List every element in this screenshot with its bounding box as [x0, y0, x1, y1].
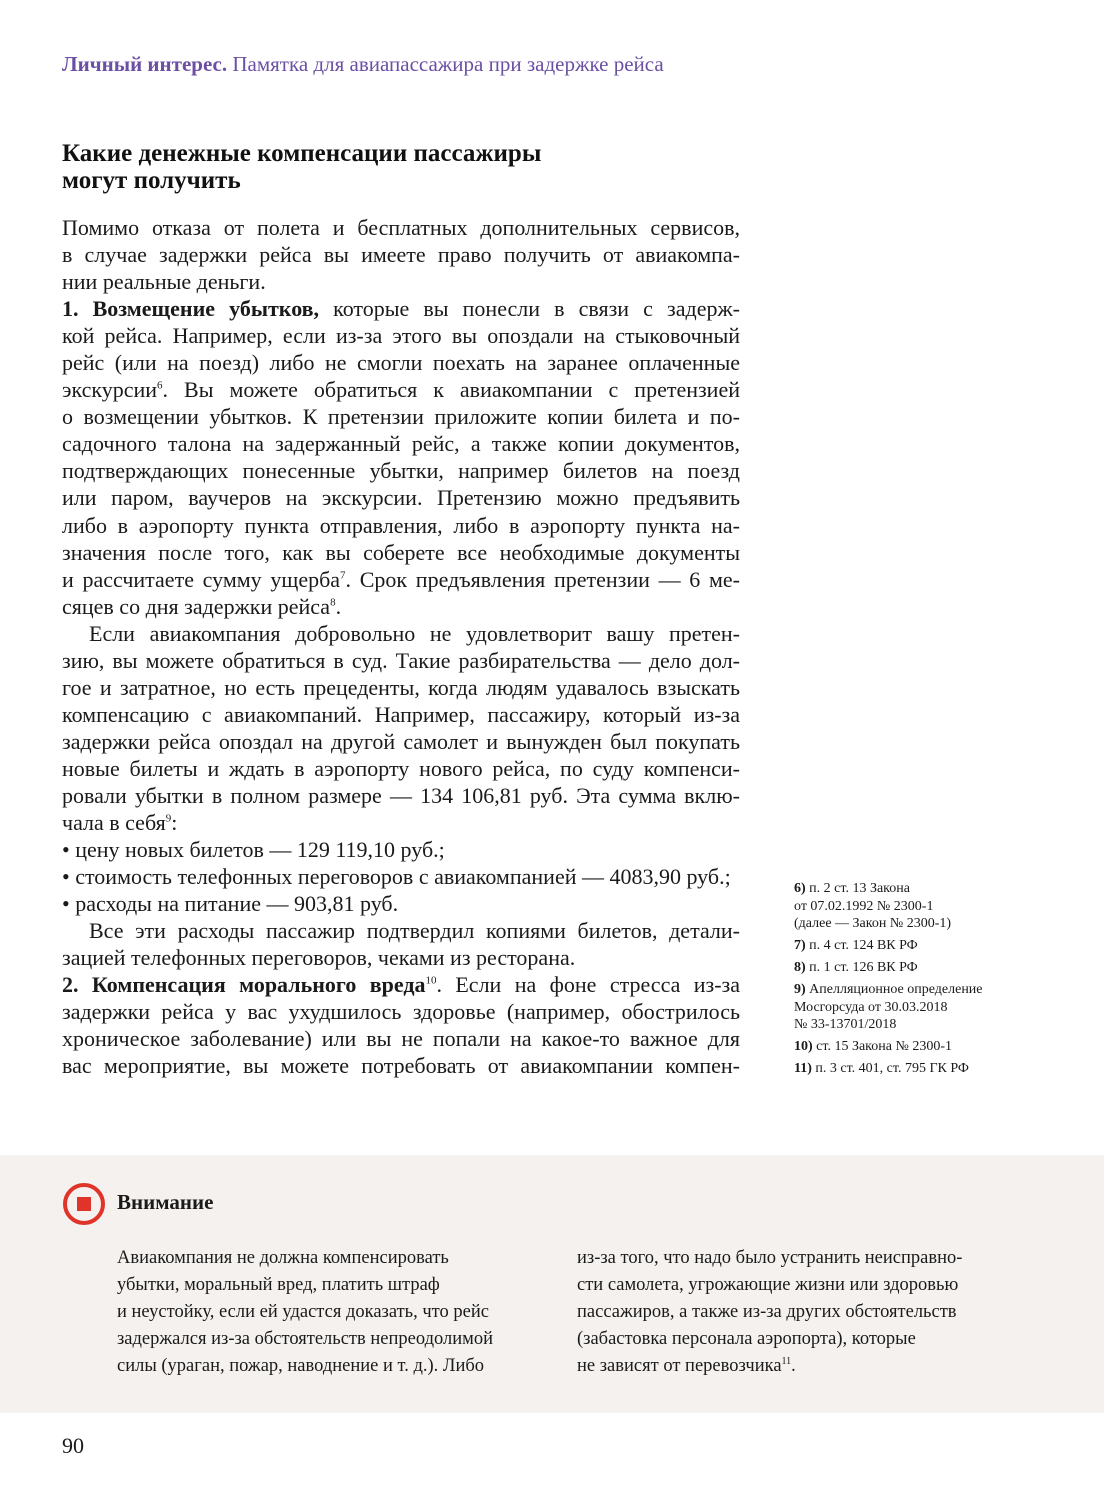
line-text: которые вы понесли в связи с задерж-: [319, 296, 740, 322]
line-text: Все эти расходы пассажир подтвердил копиями билетов, детали-: [89, 918, 740, 944]
attention-text-left: [117, 1245, 493, 1380]
line-text: гое и затратное, но есть прецеденты, когда людям удавалось взыскать: [62, 674, 740, 700]
footnote-text: Апелляционное определение: [805, 982, 983, 997]
line-text: :: [171, 810, 178, 836]
body-line: [62, 1052, 740, 1079]
body-text: [62, 214, 740, 1080]
attention-line: (забастовка персонала аэропорта), которые: [577, 1329, 916, 1349]
footnote: [794, 937, 1054, 955]
body-line: [62, 322, 740, 349]
body-line: [62, 917, 740, 944]
line-text: зацией телефонных переговоров, чеками из ресторана.: [62, 945, 576, 971]
line-text: чала в себя: [62, 810, 166, 836]
body-line: [62, 863, 740, 890]
footnote-ref: 11: [781, 1355, 792, 1367]
footnote-ref: 10: [425, 974, 437, 987]
line-text: подтверждающих понесенные убытки, например билетов на поезд: [62, 458, 740, 484]
body-line: [62, 295, 740, 322]
footnote-ref: 6: [157, 379, 163, 392]
heading-line: Какие денежные компенсации пассажиры: [62, 140, 542, 167]
line-text: . Если на фоне стресса из-за: [436, 972, 741, 998]
body-line: [62, 755, 740, 782]
body-line: [62, 674, 740, 701]
line-text: Если авиакомпания добровольно не удовлетворит вашу претен-: [89, 620, 740, 646]
line-text: рейс (или на поезд) либо не смогли поехать на заранее оплаченные: [62, 350, 740, 376]
footnote: [794, 981, 1054, 1034]
body-line: [62, 836, 740, 863]
body-line: [62, 593, 740, 620]
footnote: [794, 1038, 1054, 1056]
line-text: вас мероприятие, вы можете потребовать от авиакомпании компен-: [62, 1053, 740, 1079]
line-text: кой рейса. Например, если из-за этого вы опоздали на стыковочный: [62, 323, 740, 349]
attention-line: и неустойку, если ей удастся доказать, что рейс: [117, 1302, 489, 1322]
footnote-number: 9): [794, 982, 806, 997]
body-line: [62, 457, 740, 484]
line-text: . Срок предъявления претензии — 6 ме-: [345, 566, 740, 592]
line-text: в случае задержки рейса вы имеете право получить от авиакомпа-: [62, 242, 740, 268]
line-text: задержки рейса опоздал на другой самолет и вынужден был покупать: [62, 728, 740, 754]
footnote-text: п. 4 ст. 124 ВК РФ: [805, 938, 918, 953]
line-text: Помимо отказа от полета и бесплатных дополнительных сервисов,: [62, 215, 740, 240]
attention-line: убытки, моральный вред, платить штраф: [117, 1275, 440, 1295]
attention-line: из-за того, что надо было устранить неисправно-: [577, 1248, 963, 1268]
footnote-ref: 7: [340, 569, 346, 582]
body-line: [62, 403, 740, 430]
bold-term: 2. Компенсация морального вреда: [62, 972, 426, 998]
attention-line: сти самолета, угрожающие жизни или здоровью: [577, 1275, 959, 1295]
running-head-section: Личный интерес.: [62, 52, 228, 76]
body-line: [62, 728, 740, 755]
body-line: [62, 539, 740, 566]
footnote-text: п. 2 ст. 13 Закона: [805, 881, 910, 896]
footnote-text: п. 1 ст. 126 ВК РФ: [805, 960, 918, 975]
footnote-text: от 07.02.1992 № 2300-1: [794, 898, 934, 914]
line-text: либо в аэропорту пункта отправления, либо в аэропорту пункта на-: [62, 512, 740, 538]
body-line: [62, 620, 740, 647]
stop-icon: [63, 1183, 105, 1225]
footnote-text: ст. 15 Закона № 2300-1: [812, 1039, 952, 1054]
line-text: значения после того, как вы соберете все необходимые документы: [62, 539, 740, 565]
body-line: [62, 647, 740, 674]
footnote: [794, 1060, 1054, 1078]
body-line: [62, 512, 740, 539]
line-text: новые билеты и ждать в аэропорту нового рейса, по суду компенси-: [62, 755, 740, 781]
footnote-text: Мосгорсуда от 30.03.2018: [794, 999, 948, 1015]
footnote-number: 6): [794, 881, 806, 896]
footnotes: [794, 880, 1054, 1082]
bold-term: 1. Возмещение убытков,: [62, 296, 320, 322]
footnote-number: 10): [794, 1039, 813, 1054]
attention-title: Внимание: [117, 1190, 214, 1214]
line-text: .: [791, 1356, 796, 1376]
body-line: [62, 430, 740, 457]
line-text: • стоимость телефонных переговоров с авиакомпанией — 4083,90 руб.;: [62, 864, 731, 890]
line-text: или паром, ваучеров на экскурсии. Претензию можно предъявить: [62, 485, 740, 511]
body-line: [62, 1025, 740, 1052]
footnote-ref: 9: [165, 812, 172, 825]
line-text: сяцев со дня задержки рейса: [62, 593, 331, 619]
footnote-number: 11): [794, 1061, 812, 1076]
line-text: • расходы на питание — 903,81 руб.: [62, 891, 399, 917]
line-text: экскурсии: [62, 377, 158, 403]
body-line: [62, 376, 740, 403]
attention-line: задержался из-за обстоятельств непреодолимой: [117, 1329, 493, 1349]
footnote: [794, 959, 1054, 977]
body-line: [62, 944, 740, 971]
body-line: [62, 268, 740, 295]
body-line: [62, 484, 740, 511]
body-line: [62, 782, 740, 809]
line-text: задержки рейса у вас ухудшилось здоровье (например, обострилось: [62, 999, 740, 1025]
footnote: [794, 880, 1054, 933]
footnote-number: 8): [794, 960, 806, 975]
attention-text-right: [577, 1245, 962, 1380]
line-text: компенсацию с авиакомпаний. Например, пассажиру, который из-за: [62, 701, 740, 727]
line-text: нии реальные деньги.: [62, 269, 266, 295]
body-line: [62, 349, 740, 376]
body-line: [62, 890, 740, 917]
heading-line: могут получить: [62, 167, 241, 194]
body-line: [62, 998, 740, 1025]
section-heading: [62, 140, 541, 194]
body-line: [62, 809, 740, 836]
body-line: [62, 214, 740, 241]
attention-line: не зависят от перевозчика$^{11}$.: [577, 1355, 796, 1376]
body-line: [62, 701, 740, 728]
attention-line: силы (ураган, пожар, наводнение и т. д.). Либо: [117, 1356, 485, 1376]
line-text: хроническое заболевание) или вы не попали на какое-то важное для: [62, 1026, 740, 1052]
body-line: [62, 241, 740, 268]
footnote-ref: 8: [330, 596, 336, 609]
footnote-text: п. 3 ст. 401, ст. 795 ГК РФ: [811, 1061, 969, 1076]
attention-line: Авиакомпания не должна компенсировать: [117, 1248, 449, 1268]
running-head-title: Памятка для авиапассажира при задержке рейса: [227, 52, 664, 76]
line-text: зию, вы можете обратиться в суд. Такие разбирательства — дело дол-: [62, 647, 740, 673]
line-text: ровали убытки в полном размере — 134 106,81 руб. Эта сумма вклю-: [62, 782, 740, 808]
footnote-number: 7): [794, 938, 806, 953]
footnote-text: № 33-13701/2018: [794, 1017, 897, 1032]
page-number: 90: [62, 1433, 84, 1458]
body-line: [62, 566, 740, 593]
line-text: . Вы можете обратиться к авиакомпании с претензией: [162, 377, 740, 403]
line-text: садочного талона на задержанный рейс, а также копии документов,: [62, 431, 740, 457]
body-line: [62, 971, 740, 998]
line-text: .: [335, 593, 342, 619]
attention-line: пассажиров, а также из-за других обстоятельств: [577, 1302, 957, 1322]
line-text: и рассчитаете сумму ущерба: [62, 566, 341, 592]
line-text: • цену новых билетов — 129 119,10 руб.;: [62, 837, 445, 863]
line-text: о возмещении убытков. К претензии приложите копии билета и по-: [62, 404, 740, 430]
footnote-text: (далее — Закон № 2300-1): [794, 916, 952, 931]
running-head: [62, 52, 664, 77]
